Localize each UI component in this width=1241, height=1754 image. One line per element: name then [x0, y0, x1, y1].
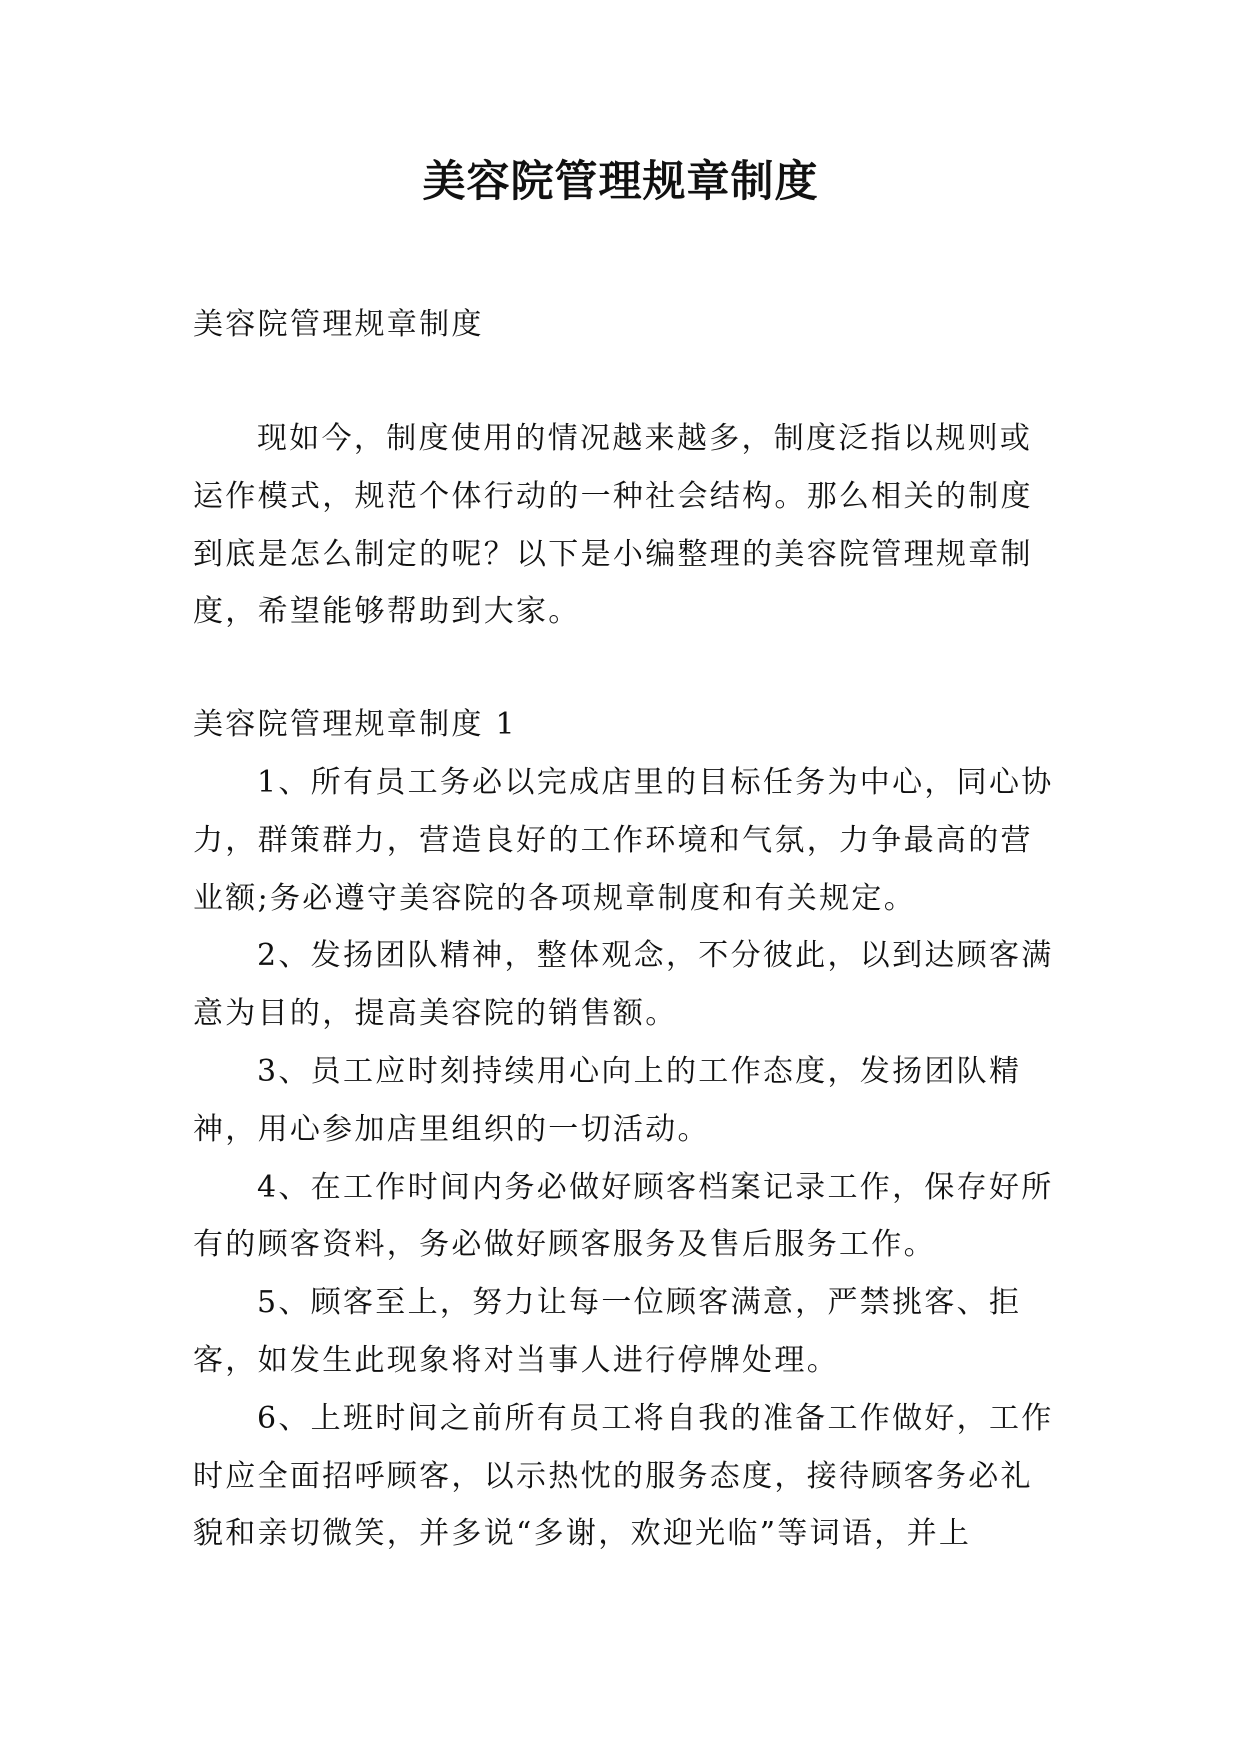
rules-list	[193, 754, 1055, 1563]
rule-item: 1、所有员工务必以完成店里的目标任务为中心，同心协力，群策群力，营造良好的工作环境和气氛，力争最高的营业额;务必遵守美容院的各项规章制度和有关规定。	[193, 765, 1054, 916]
rule-item: 5、顾客至上，努力让每一位顾客满意，严禁挑客、拒客，如发生此现象将对当事人进行停牌处理。	[193, 1285, 1022, 1378]
rule-item: 6、上班时间之前所有员工将自我的准备工作做好，工作时应全面招呼顾客，以示热忱的服务态度，接待顾客务必礼貌和亲切微笑，并多说“多谢，欢迎光临”等词语，并上	[193, 1400, 1054, 1552]
rule-item: 2、发扬团队精神，整体观念，不分彼此，以到达顾客满意为目的，提高美容院的销售额。	[193, 938, 1054, 1032]
document-title: 美容院管理规章制度	[422, 157, 819, 207]
section-title: 美容院管理规章制度 1	[193, 707, 517, 742]
rule-item: 4、在工作时间内务必做好顾客档案记录工作，保存好所有的顾客资料，务必做好顾客服务及售后服务工作。	[193, 1169, 1054, 1263]
document-subtitle: 美容院管理规章制度	[193, 307, 484, 342]
intro-paragraph: 现如今，制度使用的情况越来越多，制度泛指以规则或运作模式，规范个体行动的一种社会结构。那么相关的制度到底是怎么制定的呢？以下是小编整理的美容院管理规章制度，希望能够帮助到大家。	[193, 421, 1033, 630]
rule-item: 3、员工应时刻持续用心向上的工作态度，发扬团队精神，用心参加店里组织的一切活动。	[193, 1053, 1022, 1147]
